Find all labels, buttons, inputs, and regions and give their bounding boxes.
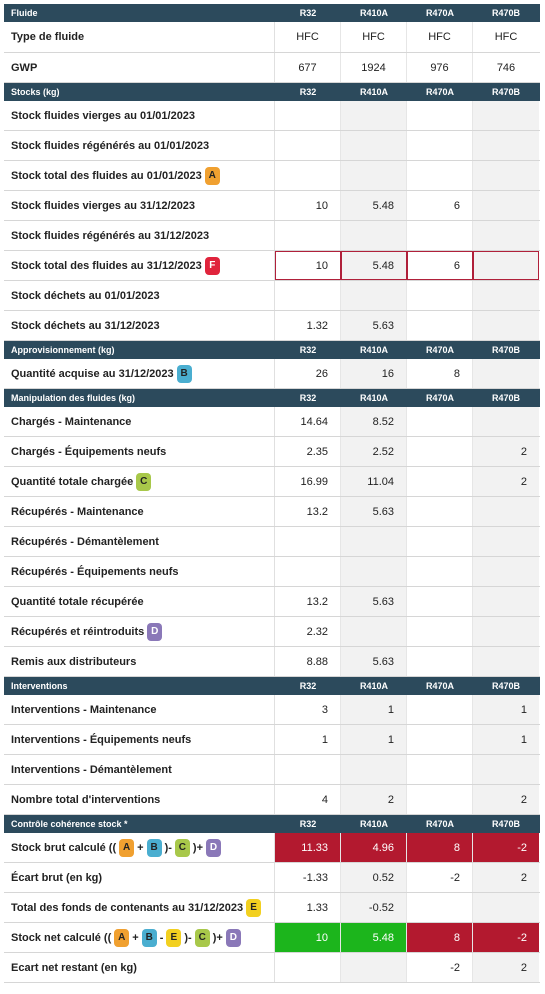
value-cell[interactable]: 6: [407, 191, 473, 220]
value-cell[interactable]: 8: [407, 359, 473, 388]
col-header: R410A: [341, 341, 407, 359]
value-cell[interactable]: 2: [473, 863, 539, 892]
value-cell[interactable]: HFC: [275, 22, 341, 52]
col-header: R470A: [407, 677, 473, 695]
value-cell[interactable]: [407, 617, 473, 646]
table-row: [4, 281, 540, 311]
table-row: [4, 161, 540, 191]
value-cell[interactable]: [341, 161, 407, 190]
row-label: Stock total des fluides au 31/12/2023: [11, 259, 202, 272]
table-row-formula: [4, 923, 540, 953]
col-header: R32: [275, 83, 341, 101]
row-label-with-formula: [4, 833, 275, 862]
operator: ): [164, 841, 169, 854]
row-label-with-badge: [4, 161, 275, 190]
value-cell[interactable]: [407, 131, 473, 160]
row-label-with-badge: [4, 617, 275, 646]
row-label: Ecart net restant (en kg): [4, 953, 275, 982]
value-cell[interactable]: 0.52: [341, 863, 407, 892]
row-label: Stock déchets au 01/01/2023: [4, 281, 275, 310]
operator: ): [184, 931, 189, 944]
row-label: Quantité acquise au 31/12/2023: [11, 367, 174, 380]
value-cell[interactable]: [407, 221, 473, 250]
value-cell[interactable]: [473, 407, 539, 436]
value-cell[interactable]: [275, 755, 341, 784]
table-row: [4, 22, 540, 53]
table-row: [4, 863, 540, 893]
value-cell[interactable]: [407, 527, 473, 556]
table-row: [4, 725, 540, 755]
value-cell[interactable]: [407, 497, 473, 526]
table-row: [4, 53, 540, 83]
value-cell-alert[interactable]: -2: [473, 923, 539, 952]
row-label: Stock déchets au 31/12/2023: [4, 311, 275, 340]
table-row: [4, 953, 540, 983]
row-label: Remis aux distributeurs: [4, 647, 275, 676]
section-header-manipulation: [4, 389, 540, 407]
value-cell[interactable]: [407, 311, 473, 340]
col-header: R32: [275, 4, 341, 22]
value-cell[interactable]: [407, 755, 473, 784]
value-cell[interactable]: -0.52: [341, 893, 407, 922]
row-label: Interventions - Maintenance: [4, 695, 275, 724]
value-cell[interactable]: 1.32: [275, 311, 341, 340]
operator: +: [216, 931, 223, 944]
row-label: Stock net calculé ((: [11, 931, 112, 944]
value-cell[interactable]: 5.63: [341, 587, 407, 616]
col-header: R410A: [341, 83, 407, 101]
value-cell[interactable]: [407, 557, 473, 586]
value-cell-alert[interactable]: 4.96: [341, 833, 407, 862]
value-cell[interactable]: 13.2: [275, 587, 341, 616]
value-cell-alert[interactable]: -2: [473, 833, 539, 862]
row-label: Stock fluides régénérés au 01/01/2023: [4, 131, 275, 160]
value-cell[interactable]: 10: [275, 251, 341, 280]
col-header: R32: [275, 677, 341, 695]
value-cell[interactable]: 1: [473, 725, 539, 754]
table-row: [4, 437, 540, 467]
section-title: Contrôle cohérence stock *: [4, 815, 275, 833]
row-label: Stock fluides vierges au 01/01/2023: [4, 101, 275, 130]
badge-c: C: [136, 473, 151, 491]
operator: -: [168, 841, 172, 854]
badge-b: B: [142, 929, 157, 947]
value-cell[interactable]: [473, 101, 539, 130]
value-cell-alert[interactable]: 8: [407, 833, 473, 862]
value-cell[interactable]: [473, 311, 539, 340]
value-cell[interactable]: [275, 131, 341, 160]
col-header: R410A: [341, 815, 407, 833]
table-row: [4, 131, 540, 161]
row-label: Chargés - Maintenance: [4, 407, 275, 436]
value-cell[interactable]: -1.33: [275, 863, 341, 892]
value-cell[interactable]: 8.52: [341, 407, 407, 436]
value-cell[interactable]: 2: [473, 953, 539, 982]
value-cell[interactable]: [407, 467, 473, 496]
table-row: [4, 647, 540, 677]
section-header-controle: [4, 815, 540, 833]
badge-e: E: [166, 929, 181, 947]
badge-e: E: [246, 899, 261, 917]
badge-d: D: [147, 623, 162, 641]
value-cell[interactable]: 2: [341, 785, 407, 814]
value-cell[interactable]: 16: [341, 359, 407, 388]
table-row-highlighted: [4, 251, 540, 281]
value-cell[interactable]: [473, 557, 539, 586]
operator: ): [212, 931, 217, 944]
value-cell[interactable]: [341, 557, 407, 586]
value-cell[interactable]: 5.63: [341, 647, 407, 676]
value-cell[interactable]: [275, 221, 341, 250]
value-cell[interactable]: 11.04: [341, 467, 407, 496]
fluid-stock-table: [4, 4, 540, 983]
value-cell[interactable]: 13.2: [275, 497, 341, 526]
value-cell[interactable]: 3: [275, 695, 341, 724]
badge-f: F: [205, 257, 220, 275]
value-cell[interactable]: [275, 557, 341, 586]
value-cell[interactable]: 2.32: [275, 617, 341, 646]
value-cell[interactable]: [275, 101, 341, 130]
value-cell[interactable]: 6: [407, 251, 473, 280]
badge-b: B: [147, 839, 162, 857]
col-header: R470A: [407, 341, 473, 359]
row-label: Récupérés - Équipements neufs: [4, 557, 275, 586]
section-header-approvisionnement: [4, 341, 540, 359]
value-cell[interactable]: [407, 695, 473, 724]
col-header: R470B: [473, 677, 539, 695]
value-cell-ok[interactable]: 10: [275, 923, 341, 952]
value-cell[interactable]: 746: [473, 53, 539, 82]
col-header: R470B: [473, 83, 539, 101]
value-cell[interactable]: 2.35: [275, 437, 341, 466]
value-cell[interactable]: [407, 101, 473, 130]
badge-d: D: [226, 929, 241, 947]
row-label: Stock fluides vierges au 31/12/2023: [4, 191, 275, 220]
row-label: Écart brut (en kg): [4, 863, 275, 892]
row-label-with-badge: [4, 251, 275, 280]
table-row: [4, 221, 540, 251]
value-cell[interactable]: 1924: [341, 53, 407, 82]
row-label-with-badge: [4, 467, 275, 496]
value-cell[interactable]: [275, 281, 341, 310]
value-cell[interactable]: [473, 191, 539, 220]
badge-c: C: [175, 839, 190, 857]
col-header: R410A: [341, 389, 407, 407]
table-row: [4, 557, 540, 587]
value-cell[interactable]: [275, 527, 341, 556]
col-header: R410A: [341, 677, 407, 695]
value-cell-alert[interactable]: 8: [407, 923, 473, 952]
value-cell[interactable]: 1: [341, 695, 407, 724]
value-cell[interactable]: [473, 359, 539, 388]
section-header-interventions: [4, 677, 540, 695]
value-cell[interactable]: 976: [407, 53, 473, 82]
operator: -: [188, 931, 192, 944]
row-label: Récupérés et réintroduits: [11, 625, 145, 638]
value-cell-ok[interactable]: 5.48: [341, 923, 407, 952]
value-cell[interactable]: 1.33: [275, 893, 341, 922]
value-cell[interactable]: [341, 527, 407, 556]
table-row: [4, 755, 540, 785]
value-cell[interactable]: 16.99: [275, 467, 341, 496]
badge-a: A: [114, 929, 129, 947]
row-label: Interventions - Démantèlement: [4, 755, 275, 784]
value-cell[interactable]: HFC: [341, 22, 407, 52]
section-title: Interventions: [4, 677, 275, 695]
value-cell[interactable]: 1: [473, 695, 539, 724]
row-label: Stock brut calculé ((: [11, 841, 117, 854]
value-cell[interactable]: [341, 221, 407, 250]
row-label: Total des fonds de contenants au 31/12/2023: [11, 901, 244, 914]
col-header: R32: [275, 815, 341, 833]
value-cell[interactable]: 2: [473, 467, 539, 496]
value-cell[interactable]: 14.64: [275, 407, 341, 436]
row-label: Récupérés - Démantèlement: [4, 527, 275, 556]
value-cell[interactable]: 26: [275, 359, 341, 388]
value-cell[interactable]: [407, 725, 473, 754]
value-cell[interactable]: [341, 131, 407, 160]
value-cell[interactable]: [407, 161, 473, 190]
value-cell[interactable]: 5.63: [341, 311, 407, 340]
value-cell[interactable]: [275, 161, 341, 190]
value-cell[interactable]: [407, 437, 473, 466]
table-row: [4, 617, 540, 647]
badge-c: C: [195, 929, 210, 947]
value-cell[interactable]: 2: [473, 785, 539, 814]
value-cell[interactable]: [341, 281, 407, 310]
value-cell[interactable]: 4: [275, 785, 341, 814]
value-cell[interactable]: [473, 587, 539, 616]
table-row: [4, 893, 540, 923]
section-title: Manipulation des fluides (kg): [4, 389, 275, 407]
value-cell-alert[interactable]: 11.33: [275, 833, 341, 862]
table-row: [4, 311, 540, 341]
value-cell[interactable]: [407, 407, 473, 436]
value-cell[interactable]: [473, 755, 539, 784]
col-header: R470A: [407, 815, 473, 833]
value-cell[interactable]: [473, 617, 539, 646]
value-cell[interactable]: 5.48: [341, 251, 407, 280]
value-cell[interactable]: [473, 221, 539, 250]
value-cell[interactable]: [473, 647, 539, 676]
operator: -: [159, 931, 164, 944]
value-cell[interactable]: HFC: [407, 22, 473, 52]
table-row: [4, 695, 540, 725]
table-row: [4, 101, 540, 131]
section-title: Fluide: [4, 4, 275, 22]
col-header: R32: [275, 389, 341, 407]
col-header: R410A: [341, 4, 407, 22]
value-cell[interactable]: 1: [275, 725, 341, 754]
table-row: [4, 527, 540, 557]
value-cell[interactable]: [473, 527, 539, 556]
value-cell[interactable]: [473, 161, 539, 190]
col-header: R470A: [407, 83, 473, 101]
col-header: R470B: [473, 389, 539, 407]
table-row: [4, 497, 540, 527]
value-cell[interactable]: -2: [407, 953, 473, 982]
section-header-fluide: [4, 4, 540, 22]
row-label: Chargés - Équipements neufs: [4, 437, 275, 466]
value-cell[interactable]: [407, 647, 473, 676]
row-label-with-formula: [4, 923, 275, 952]
value-cell[interactable]: [341, 617, 407, 646]
row-label: Interventions - Équipements neufs: [4, 725, 275, 754]
table-row: [4, 785, 540, 815]
operator: +: [137, 841, 144, 854]
value-cell[interactable]: [341, 101, 407, 130]
value-cell[interactable]: [473, 251, 539, 280]
value-cell[interactable]: 5.63: [341, 497, 407, 526]
value-cell[interactable]: [407, 281, 473, 310]
table-row-formula: [4, 833, 540, 863]
row-label: Récupérés - Maintenance: [4, 497, 275, 526]
value-cell[interactable]: [275, 953, 341, 982]
row-label: Nombre total d'interventions: [4, 785, 275, 814]
operator: ): [192, 841, 197, 854]
table-row: [4, 359, 540, 389]
row-label-with-badge: [4, 359, 275, 388]
value-cell[interactable]: 5.48: [341, 191, 407, 220]
value-cell[interactable]: 677: [275, 53, 341, 82]
col-header: R470A: [407, 389, 473, 407]
table-row: [4, 191, 540, 221]
value-cell[interactable]: 2.52: [341, 437, 407, 466]
table-row: [4, 587, 540, 617]
badge-a: A: [205, 167, 220, 185]
badge-a: A: [119, 839, 134, 857]
value-cell[interactable]: 1: [341, 725, 407, 754]
col-header: R470A: [407, 4, 473, 22]
value-cell[interactable]: [473, 281, 539, 310]
value-cell[interactable]: [407, 587, 473, 616]
table-row: [4, 467, 540, 497]
section-title: Stocks (kg): [4, 83, 275, 101]
badge-b: B: [177, 365, 192, 383]
section-header-stocks: [4, 83, 540, 101]
value-cell[interactable]: [473, 893, 539, 922]
value-cell[interactable]: [407, 893, 473, 922]
row-label: Quantité totale chargée: [11, 475, 134, 488]
col-header: R32: [275, 341, 341, 359]
value-cell[interactable]: 2: [473, 437, 539, 466]
table-row: [4, 407, 540, 437]
value-cell[interactable]: [341, 953, 407, 982]
value-cell[interactable]: [341, 755, 407, 784]
col-header: R470B: [473, 815, 539, 833]
value-cell[interactable]: [473, 131, 539, 160]
row-label-with-badge: [4, 893, 275, 922]
badge-d: D: [206, 839, 221, 857]
value-cell[interactable]: -2: [407, 863, 473, 892]
value-cell[interactable]: 8.88: [275, 647, 341, 676]
col-header: R470B: [473, 4, 539, 22]
value-cell[interactable]: [407, 785, 473, 814]
value-cell[interactable]: HFC: [473, 22, 539, 52]
row-label: Type de fluide: [4, 22, 275, 52]
row-label: Stock fluides régénérés au 31/12/2023: [4, 221, 275, 250]
row-label: Stock total des fluides au 01/01/2023: [11, 169, 202, 182]
col-header: R470B: [473, 341, 539, 359]
operator: +: [196, 841, 204, 854]
value-cell[interactable]: 10: [275, 191, 341, 220]
operator: +: [132, 931, 139, 944]
value-cell[interactable]: [473, 497, 539, 526]
section-title: Approvisionnement (kg): [4, 341, 275, 359]
row-label: Quantité totale récupérée: [4, 587, 275, 616]
row-label: GWP: [4, 53, 275, 82]
